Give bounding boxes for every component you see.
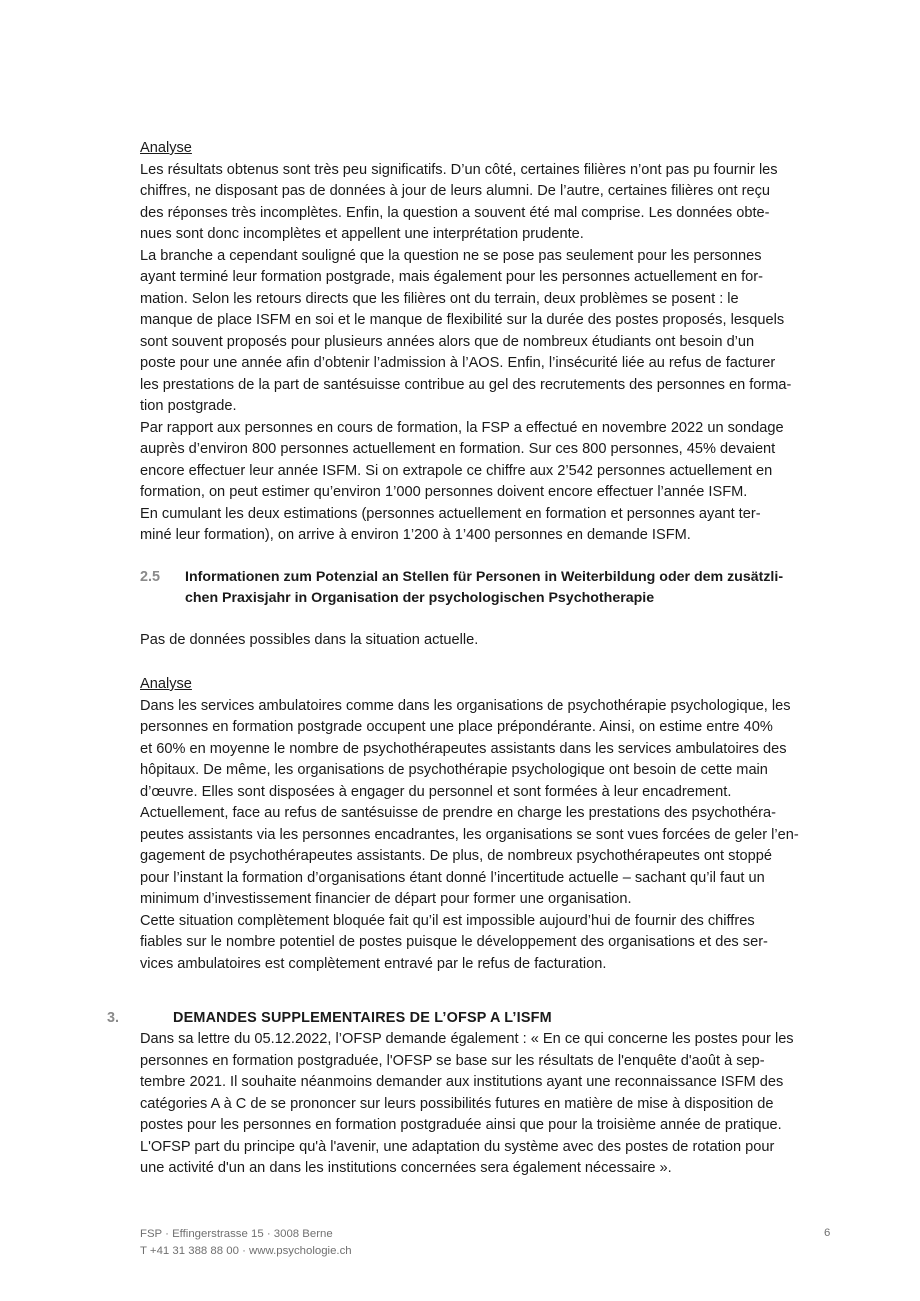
analyse-1-body xyxy=(140,160,830,547)
section-3-heading xyxy=(107,1008,827,1030)
text-line: une activité d'un an dans les institutions concernées sera également nécessaire ». xyxy=(140,1160,672,1176)
page-number: 6 xyxy=(824,1227,831,1239)
text-line: sont souvent proposés pour plusieurs années alors que de nombreux étudiants ont besoin d’un xyxy=(140,333,755,350)
text-line: Dans les services ambulatoires comme dans les organisations de psychothérapie psychologique, les xyxy=(140,697,791,714)
section-3-text xyxy=(140,1029,830,1180)
text-line: hôpitaux. De même, les organisations de psychothérapie psychologique ont besoin de cette main xyxy=(140,762,768,778)
text-line: personnes en formation postgrade occupent une place prépondérante. Ainsi, on estime entre 40% xyxy=(140,719,773,735)
text-line: ayant terminé leur formation postgrade, mais également pour les personnes actuellement en for- xyxy=(140,269,763,285)
analyse-heading-1: Analyse xyxy=(140,140,192,156)
page-footer xyxy=(140,1226,840,1260)
text-line: tion postgrade. xyxy=(140,398,237,414)
footer-address: FSP · Effingerstrasse 15 · 3008 Berne xyxy=(140,1228,333,1240)
text-line: personnes en formation postgraduée, l'OFSP se base sur les résultats de l'enquête d'août à sep- xyxy=(140,1052,765,1069)
footer-contact: T +41 31 388 88 00 · www.psychologie.ch xyxy=(140,1245,352,1257)
text-line: nues sont donc incomplètes et appellent une interprétation prudente. xyxy=(140,226,584,242)
text-line: formation, on peut estimer qu’environ 1’000 personnes doivent encore effectuer l’année ISFM. xyxy=(140,484,748,500)
section-title-line: chen Praxisjahr in Organisation der psychologischen Psychotherapie xyxy=(185,590,655,606)
text-line: auprès d’environ 800 personnes actuellement en formation. Sur ces 800 personnes, 45% devaient xyxy=(140,441,776,457)
text-line: La branche a cependant souligné que la question ne se pose pas seulement pour les personnes xyxy=(140,247,762,264)
text-line: Par rapport aux personnes en cours de formation, la FSP a effectué en novembre 2022 un sondage xyxy=(140,419,784,436)
text-line: d’œuvre. Elles sont disposées à engager du personnel et sont formées à leur encadrement. xyxy=(140,783,732,800)
section-number: 2.5 xyxy=(140,569,161,585)
text-line: catégories A à C de se prononcer sur leurs possibilités futures en matière de mise à disposition de xyxy=(140,1095,774,1112)
text-line: minimum d’investissement financier de départ pour former une organisation. xyxy=(140,891,632,907)
text-line: En cumulant les deux estimations (personnes actuellement en formation et personnes ayant ter- xyxy=(140,505,761,522)
section-3-body xyxy=(140,1029,830,1180)
section-title xyxy=(185,567,835,609)
text-line: miné leur formation), on arrive à environ 1’200 à 1’400 personnes en demande ISFM. xyxy=(140,527,691,543)
text-line: Cette situation complètement bloquée fait qu’il est impossible aujourd’hui de fournir des chiffres xyxy=(140,912,755,929)
text-line: vices ambulatoires est complètement entravé par le refus de facturation. xyxy=(140,955,607,972)
text-line: des réponses très incomplètes. Enfin, la question a souvent été mal comprise. Les données obte- xyxy=(140,204,770,221)
text-line: Les résultats obtenus sont très peu significatifs. D’un côté, certaines filières n’ont pas pu fournir les xyxy=(140,161,778,178)
text-line: Actuellement, face au refus de santésuisse de prendre en charge les prestations des psychothéra- xyxy=(140,805,777,821)
text-line: les prestations de la part de santésuisse contribue au gel des recrutements des personnes en forma- xyxy=(140,376,792,393)
text-line: L'OFSP part du principe qu'à l'avenir, une adaptation du système avec des postes de rotation pour xyxy=(140,1138,775,1155)
analyse-section-1 xyxy=(140,138,830,547)
text-line: gagement de psychothérapeutes assistants. De plus, de nombreux psychothérapeutes ont stoppé xyxy=(140,848,772,864)
text-line: peutes assistants via les personnes encadrantes, les organisations se sont vues forcées de geler l’en- xyxy=(140,826,799,843)
note-text: Pas de données possibles dans la situation actuelle. xyxy=(140,632,479,648)
text-line: chiffres, ne disposant pas de données à jour de leurs alumni. De l’autre, certaines filières ont reçu xyxy=(140,183,771,199)
section-title-line: Informationen zum Potenzial an Stellen für Personen in Weiterbildung oder dem zusätzli- xyxy=(185,569,784,585)
section-title: DEMANDES SUPPLEMENTAIRES DE L’OFSP A L’ISFM xyxy=(173,1010,552,1026)
text-line: Dans sa lettre du 05.12.2022, l’OFSP demande également : « En ce qui concerne les postes pour les xyxy=(140,1031,794,1047)
text-line: et 60% en moyenne le nombre de psychothérapeutes assistants dans les services ambulatoires des xyxy=(140,740,787,757)
text-line: mation. Selon les retours directs que les filières ont du terrain, deux problèmes se posent : le xyxy=(140,290,739,307)
section-number: 3. xyxy=(107,1010,120,1026)
text-line: encore effectuer leur année ISFM. Si on extrapole ce chiffre aux 2’542 personnes actuellement en xyxy=(140,462,773,479)
text-line: poste pour une année afin d’obtenir l’admission à l’AOS. Enfin, l’insécurité liée au refus de facturer xyxy=(140,355,776,371)
text-line: tembre 2021. Il souhaite néanmoins demander aux institutions ayant une reconnaissance ISFM des xyxy=(140,1074,784,1090)
text-line: manque de place ISFM en soi et le manque de flexibilité sur la durée des postes proposés, lesquels xyxy=(140,312,785,328)
text-line: postes pour les personnes en formation postgraduée ainsi que pour la troisième année de pratique. xyxy=(140,1117,782,1133)
analyse-2-body xyxy=(140,696,830,976)
text-line: pour l’instant la formation d’organisations étant donné l’incertitude actuelle – sachant qu’il faut un xyxy=(140,869,765,886)
analyse-section-2 xyxy=(140,674,830,975)
section-2-5-note xyxy=(140,630,830,652)
analyse-heading-2: Analyse xyxy=(140,676,192,692)
text-line: fiables sur le nombre potentiel de postes puisque le développement des organisations et des ser- xyxy=(140,934,768,950)
